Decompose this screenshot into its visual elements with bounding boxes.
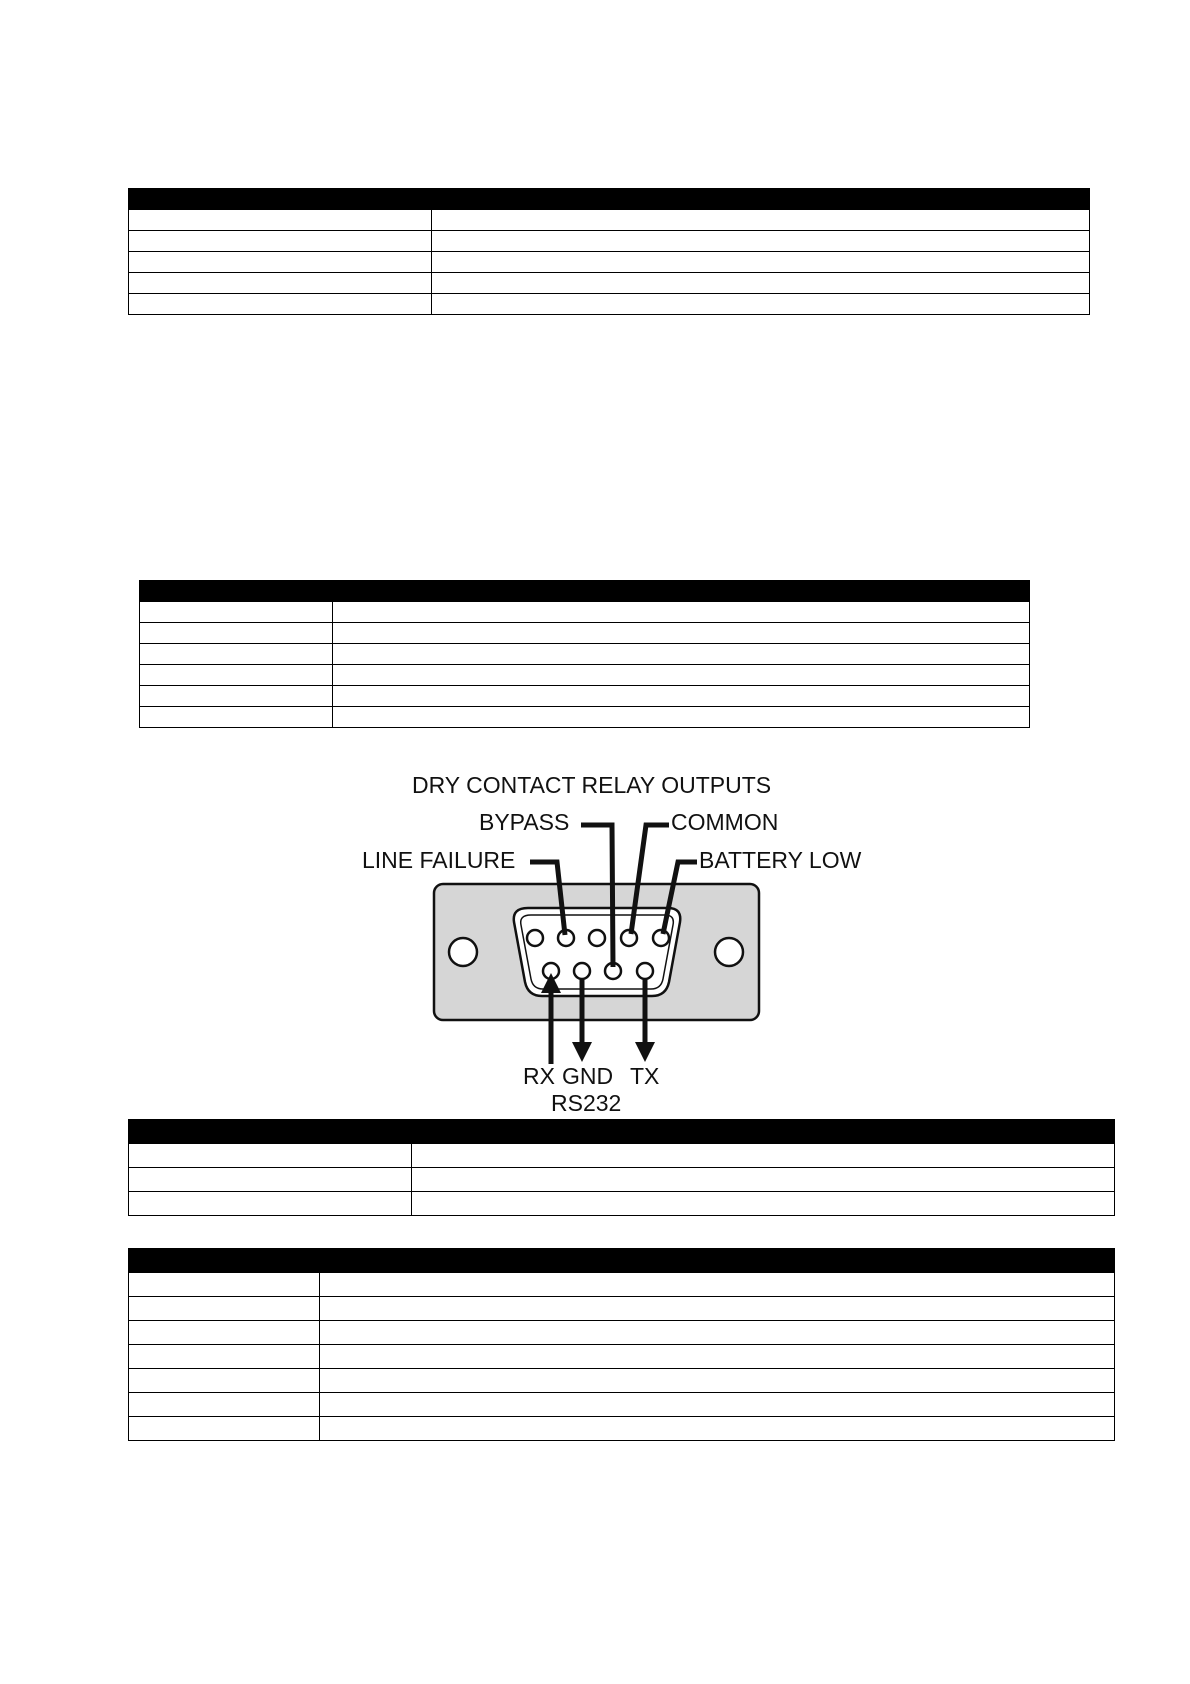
- table-cell: [320, 1273, 1115, 1297]
- label-rx: RX: [523, 1063, 555, 1089]
- table-row: [129, 252, 1090, 273]
- table-row: [129, 1393, 1115, 1417]
- mounting-hole-right: [715, 938, 743, 966]
- table-cell: [129, 1321, 320, 1345]
- table-cell: [129, 210, 432, 231]
- table-header-row: [140, 581, 1030, 602]
- table-cell: [140, 665, 333, 686]
- table-cell: [129, 1369, 320, 1393]
- table-cell: [129, 1297, 320, 1321]
- table-row: [129, 294, 1090, 315]
- table-header-cell: [333, 581, 1030, 602]
- table-row: [129, 1144, 1115, 1168]
- table-cell: [432, 231, 1090, 252]
- table-cell: [320, 1345, 1115, 1369]
- table-header-row: [129, 1120, 1115, 1144]
- table-cell: [129, 294, 432, 315]
- table-cell: [432, 252, 1090, 273]
- table-row: [129, 1369, 1115, 1393]
- pin-3: [589, 930, 605, 946]
- table-row: [140, 602, 1030, 623]
- table-cell: [320, 1369, 1115, 1393]
- label-line-failure: LINE FAILURE: [362, 847, 516, 873]
- db9-connector-diagram: [340, 764, 900, 1118]
- table-row: [140, 686, 1030, 707]
- label-battery-low: BATTERY LOW: [699, 847, 862, 873]
- table-cell: [412, 1144, 1115, 1168]
- data-table-2: [139, 580, 1030, 728]
- table-header-row: [129, 189, 1090, 210]
- table-cell: [140, 707, 333, 728]
- pin-1: [527, 930, 543, 946]
- table-cell: [432, 294, 1090, 315]
- table-cell: [333, 644, 1030, 665]
- table-cell: [432, 273, 1090, 294]
- table-header-cell: [412, 1120, 1115, 1144]
- pin-7: [574, 963, 590, 979]
- data-table-1: [128, 188, 1090, 315]
- label-rs232: RS232: [551, 1090, 622, 1116]
- table-row: [129, 1273, 1115, 1297]
- diagram-title: DRY CONTACT RELAY OUTPUTS: [412, 772, 772, 798]
- table-cell: [140, 623, 333, 644]
- table-cell: [333, 665, 1030, 686]
- table-cell: [129, 273, 432, 294]
- table-cell: [129, 1345, 320, 1369]
- table-cell: [320, 1297, 1115, 1321]
- label-bypass: BYPASS: [479, 809, 570, 835]
- table-cell: [140, 602, 333, 623]
- label-tx: TX: [630, 1063, 660, 1089]
- table-cell: [333, 686, 1030, 707]
- table-cell: [333, 623, 1030, 644]
- table-cell: [412, 1168, 1115, 1192]
- table-cell: [432, 210, 1090, 231]
- table-row: [140, 707, 1030, 728]
- table-cell: [333, 707, 1030, 728]
- table-cell: [140, 644, 333, 665]
- table-row: [129, 1417, 1115, 1441]
- table-cell: [412, 1192, 1115, 1216]
- table-header-cell: [432, 189, 1090, 210]
- data-table-3: [128, 1119, 1115, 1216]
- mounting-hole-left: [449, 938, 477, 966]
- table-row: [129, 1192, 1115, 1216]
- label-common: COMMON: [671, 809, 779, 835]
- table-header-cell: [140, 581, 333, 602]
- data-table-4: [128, 1248, 1115, 1441]
- table-row: [140, 665, 1030, 686]
- label-gnd: GND: [562, 1063, 614, 1089]
- table-cell: [129, 1273, 320, 1297]
- table-cell: [129, 1168, 412, 1192]
- table-row: [129, 1321, 1115, 1345]
- table-row: [129, 1297, 1115, 1321]
- table-row: [129, 1345, 1115, 1369]
- table-cell: [320, 1417, 1115, 1441]
- table-cell: [320, 1393, 1115, 1417]
- table-cell: [129, 1417, 320, 1441]
- table-header-cell: [129, 1249, 320, 1273]
- table-cell: [333, 602, 1030, 623]
- table-row: [129, 210, 1090, 231]
- pin-6: [543, 963, 559, 979]
- table-header-row: [129, 1249, 1115, 1273]
- table-row: [140, 623, 1030, 644]
- table-row: [129, 273, 1090, 294]
- table-header-cell: [129, 189, 432, 210]
- table-header-cell: [129, 1120, 412, 1144]
- table-cell: [129, 252, 432, 273]
- table-cell: [129, 1192, 412, 1216]
- pin-9: [637, 963, 653, 979]
- table-row: [129, 231, 1090, 252]
- table-cell: [129, 1393, 320, 1417]
- table-cell: [129, 1144, 412, 1168]
- table-cell: [140, 686, 333, 707]
- table-row: [140, 644, 1030, 665]
- table-row: [129, 1168, 1115, 1192]
- table-cell: [320, 1321, 1115, 1345]
- table-header-cell: [320, 1249, 1115, 1273]
- table-cell: [129, 231, 432, 252]
